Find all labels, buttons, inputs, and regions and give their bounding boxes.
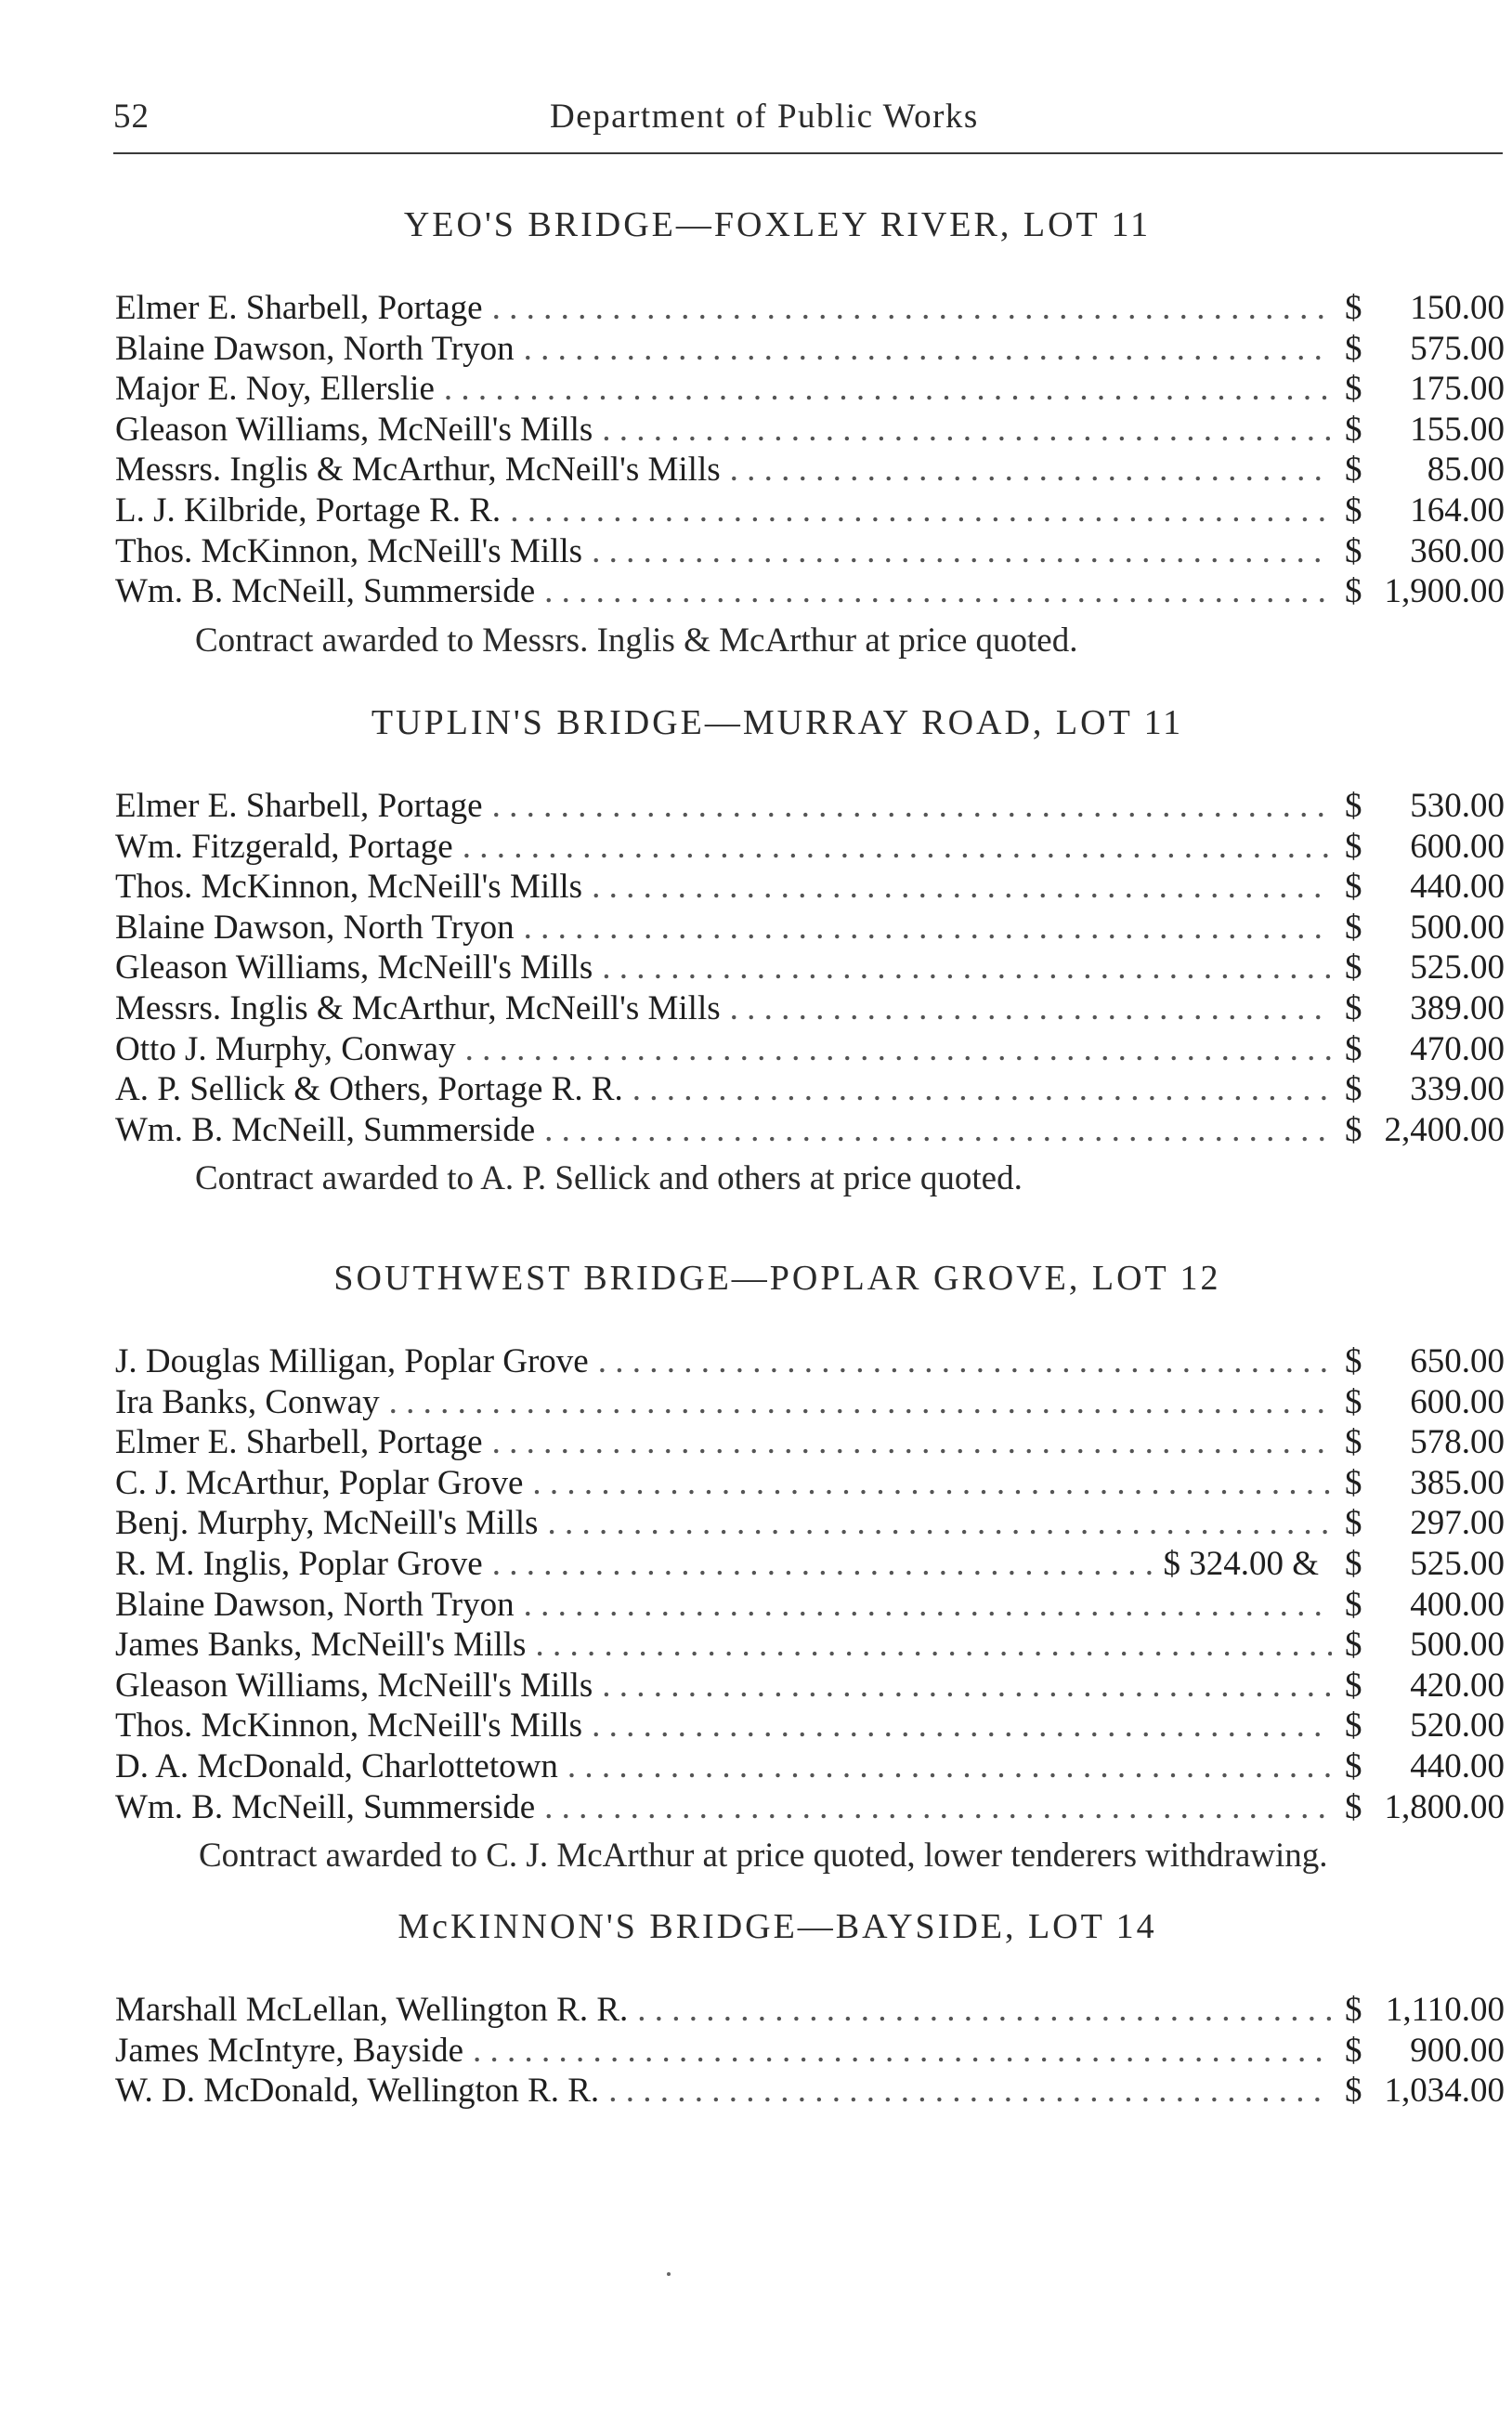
currency-sign: $ [1345, 1070, 1362, 1109]
amount-value: 360.00 [1410, 531, 1505, 570]
bridge-section [115, 695, 1505, 1200]
tender-row [115, 571, 1505, 612]
dot-leader [602, 410, 1332, 450]
tender-row [115, 1666, 1505, 1706]
currency-sign: $ [1345, 2031, 1362, 2070]
tender-amount [1332, 948, 1505, 987]
tender-row [115, 1625, 1505, 1666]
tenderer-name: Messrs. Inglis & McArthur, McNeill's Mills [115, 988, 721, 1027]
tender-amount [1332, 908, 1505, 948]
tender-amount [1332, 1503, 1505, 1543]
dot-leader [524, 1585, 1332, 1625]
currency-sign: $ [1345, 988, 1362, 1027]
amount-value: 575.00 [1410, 329, 1505, 368]
tender-amount [1332, 2071, 1505, 2111]
dot-leader [444, 369, 1332, 409]
amount-value: 1,110.00 [1385, 1991, 1505, 2029]
tender-amount [1332, 1463, 1505, 1503]
tender-row [115, 450, 1505, 490]
dot-leader [730, 450, 1332, 490]
contract-note: Contract awarded to Messrs. Inglis & McArthur at price quoted. [195, 621, 1078, 660]
dot-leader [535, 1625, 1332, 1665]
tender-amount [1332, 531, 1505, 571]
tender-row [115, 827, 1505, 868]
amount-value: 297.00 [1410, 1504, 1505, 1543]
currency-sign: $ [1345, 572, 1362, 611]
alternate-price: $ 324.00 & [1163, 1544, 1319, 1583]
tender-amount [1332, 1110, 1505, 1150]
dot-leader [463, 827, 1332, 867]
page-number: 52 [113, 98, 150, 136]
amount-value: 339.00 [1410, 1070, 1505, 1109]
dot-leader [567, 1746, 1332, 1786]
tender-amount [1332, 1990, 1505, 2030]
tenderer-name: Thos. McKinnon, McNeill's Mills [115, 531, 583, 570]
tender-row [115, 288, 1505, 329]
tender-row [115, 410, 1505, 451]
amount-value: 1,034.00 [1384, 2072, 1505, 2111]
tenderer-name: L. J. Kilbride, Portage R. R. [115, 490, 502, 530]
tender-amount [1332, 571, 1505, 611]
currency-sign: $ [1345, 1706, 1362, 1746]
tender-amount [1332, 369, 1505, 409]
tender-row [115, 786, 1505, 827]
tender-list [115, 1990, 1505, 2112]
dot-leader [465, 1029, 1332, 1069]
tender-row [115, 908, 1505, 948]
currency-sign: $ [1345, 1504, 1362, 1543]
amount-value: 385.00 [1410, 1463, 1505, 1502]
bridge-section [115, 197, 1505, 662]
amount-value: 85.00 [1427, 451, 1505, 490]
dot-leader [510, 490, 1332, 530]
currency-sign: $ [1345, 1342, 1362, 1380]
tender-row [115, 1463, 1505, 1504]
tenderer-name: Wm. B. McNeill, Summerside [115, 1787, 536, 1826]
dot-leader [532, 1463, 1332, 1503]
amount-value: 525.00 [1410, 1544, 1505, 1583]
tender-amount [1332, 450, 1505, 490]
dot-leader [608, 2071, 1332, 2111]
tender-amount [1332, 1382, 1505, 1422]
bridge-section [115, 1899, 1505, 2112]
dot-leader [492, 288, 1332, 328]
tenderer-name: Elmer E. Sharbell, Portage [115, 787, 483, 825]
tender-row [115, 1544, 1505, 1585]
tender-list [115, 786, 1505, 1150]
tender-row [115, 1029, 1505, 1070]
amount-value: 2,400.00 [1384, 1110, 1505, 1149]
amount-value: 470.00 [1410, 1029, 1505, 1068]
amount-value: 150.00 [1410, 289, 1505, 327]
tender-row [115, 369, 1505, 410]
tenderer-name: Wm. B. McNeill, Summerside [115, 1110, 536, 1149]
amount-value: 650.00 [1410, 1342, 1505, 1380]
currency-sign: $ [1345, 868, 1362, 907]
tender-amount [1332, 1341, 1505, 1381]
amount-value: 155.00 [1410, 410, 1505, 449]
tenderer-name: Thos. McKinnon, McNeill's Mills [115, 1706, 583, 1746]
tenderer-name: W. D. McDonald, Wellington R. R. [115, 2072, 600, 2111]
tenderer-name: Thos. McKinnon, McNeill's Mills [115, 868, 583, 907]
running-title: Department of Public Works [550, 98, 979, 136]
tender-list [115, 1341, 1505, 1827]
tenderer-name: A. P. Sellick & Others, Portage R. R. [115, 1070, 623, 1109]
currency-sign: $ [1345, 908, 1362, 947]
tender-amount [1332, 329, 1505, 369]
currency-sign: $ [1345, 1463, 1362, 1502]
tender-list [115, 288, 1505, 612]
tenderer-name: Wm. B. McNeill, Summerside [115, 572, 536, 611]
currency-sign: $ [1345, 787, 1362, 825]
amount-value: 175.00 [1410, 370, 1505, 409]
amount-value: 500.00 [1410, 908, 1505, 947]
tenderer-name: Marshall McLellan, Wellington R. R. [115, 1991, 629, 2029]
dot-leader [637, 1990, 1332, 2030]
amount-value: 164.00 [1410, 490, 1505, 530]
amount-value: 1,800.00 [1384, 1787, 1505, 1826]
currency-sign: $ [1345, 329, 1362, 368]
currency-sign: $ [1345, 289, 1362, 327]
currency-sign: $ [1345, 1544, 1362, 1583]
dot-leader [389, 1382, 1332, 1422]
amount-value: 440.00 [1410, 1746, 1505, 1785]
currency-sign: $ [1345, 1110, 1362, 1149]
tender-amount [1332, 867, 1505, 907]
tender-amount [1332, 1666, 1505, 1706]
currency-sign: $ [1345, 1991, 1362, 2029]
tender-amount [1332, 786, 1505, 826]
tender-amount [1332, 2031, 1505, 2071]
tender-row [115, 1382, 1505, 1423]
tenderer-name: Blaine Dawson, North Tryon [115, 329, 515, 368]
dot-leader [492, 1422, 1332, 1462]
currency-sign: $ [1345, 2072, 1362, 2111]
currency-sign: $ [1345, 531, 1362, 570]
tender-amount [1332, 1069, 1505, 1109]
tender-row [115, 1706, 1505, 1746]
currency-sign: $ [1345, 1666, 1362, 1705]
currency-sign: $ [1345, 370, 1362, 409]
tenderer-name: Messrs. Inglis & McArthur, McNeill's Mills [115, 451, 721, 490]
tender-row [115, 1746, 1505, 1787]
dot-leader [592, 531, 1332, 571]
amount-value: 578.00 [1410, 1423, 1505, 1462]
tender-row [115, 988, 1505, 1029]
currency-sign: $ [1345, 1585, 1362, 1624]
tenderer-name: James Banks, McNeill's Mills [115, 1626, 527, 1665]
tender-row [115, 1787, 1505, 1828]
tender-row [115, 1422, 1505, 1463]
tender-amount [1332, 410, 1505, 450]
dot-leader [602, 948, 1332, 987]
tender-amount [1332, 1787, 1505, 1827]
amount-value: 420.00 [1410, 1666, 1505, 1705]
amount-value: 1,900.00 [1384, 572, 1505, 611]
tender-row [115, 2071, 1505, 2112]
tenderer-name: Blaine Dawson, North Tryon [115, 908, 515, 947]
header-rule [113, 152, 1503, 154]
tender-amount [1332, 1422, 1505, 1462]
dot-leader [592, 867, 1332, 907]
dot-leader [524, 329, 1332, 369]
section-title: TUPLIN'S BRIDGE—MURRAY ROAD, LOT 11 [371, 703, 1184, 742]
tender-amount [1332, 1029, 1505, 1069]
dot-leader [473, 2031, 1332, 2071]
tender-row [115, 1110, 1505, 1151]
tender-amount [1332, 1746, 1505, 1786]
amount-value: 600.00 [1410, 1382, 1505, 1421]
tenderer-name: James McIntyre, Bayside [115, 2031, 464, 2070]
tender-row [115, 531, 1505, 572]
tenderer-name: Elmer E. Sharbell, Portage [115, 289, 483, 327]
dot-leader [544, 1110, 1332, 1150]
tender-row [115, 1585, 1505, 1626]
tenderer-name: Ira Banks, Conway [115, 1382, 380, 1421]
tenderer-name: Wm. Fitzgerald, Portage [115, 827, 453, 866]
tender-amount [1332, 1544, 1505, 1584]
dot-leader [592, 1706, 1332, 1746]
currency-sign: $ [1345, 1626, 1362, 1665]
currency-sign: $ [1345, 1029, 1362, 1068]
tender-row [115, 2031, 1505, 2072]
dot-leader [602, 1666, 1332, 1706]
currency-sign: $ [1345, 410, 1362, 449]
currency-sign: $ [1345, 1746, 1362, 1785]
tenderer-name: C. J. McArthur, Poplar Grove [115, 1463, 524, 1502]
currency-sign: $ [1345, 1382, 1362, 1421]
tenderer-name: Elmer E. Sharbell, Portage [115, 1423, 483, 1462]
tender-row [115, 1503, 1505, 1544]
amount-value: 500.00 [1410, 1626, 1505, 1665]
contract-note: Contract awarded to A. P. Sellick and others at price quoted. [195, 1159, 1023, 1198]
amount-value: 600.00 [1410, 827, 1505, 866]
tender-row [115, 1069, 1505, 1110]
tender-row [115, 867, 1505, 908]
section-title: YEO'S BRIDGE—FOXLEY RIVER, LOT 11 [403, 205, 1152, 244]
running-head [113, 91, 1512, 147]
tender-row [115, 490, 1505, 531]
dot-leader [544, 1787, 1332, 1827]
tenderer-name: J. Douglas Milligan, Poplar Grove [115, 1342, 589, 1380]
tender-row [115, 1341, 1505, 1382]
tenderer-name: Gleason Williams, McNeill's Mills [115, 410, 593, 449]
section-title: SOUTHWEST BRIDGE—POPLAR GROVE, LOT 12 [333, 1259, 1221, 1298]
tenderer-name: Gleason Williams, McNeill's Mills [115, 948, 593, 987]
tenderer-name: D. A. McDonald, Charlottetown [115, 1746, 558, 1785]
page-speck [667, 2272, 671, 2276]
tender-amount [1332, 490, 1505, 530]
contract-note: Contract awarded to C. J. McArthur at price quoted, lower tenderers withdrawing. [199, 1837, 1328, 1876]
tenderer-name: R. M. Inglis, Poplar Grove [115, 1544, 483, 1583]
dot-leader [492, 1544, 1154, 1584]
tender-row [115, 1990, 1505, 2031]
tenderer-name: Otto J. Murphy, Conway [115, 1029, 456, 1068]
dot-leader [730, 988, 1332, 1028]
dot-leader [632, 1069, 1332, 1109]
currency-sign: $ [1345, 451, 1362, 490]
currency-sign: $ [1345, 490, 1362, 530]
dot-leader [598, 1341, 1332, 1381]
amount-value: 389.00 [1410, 988, 1505, 1027]
amount-value: 400.00 [1410, 1585, 1505, 1624]
tender-amount [1332, 1625, 1505, 1665]
dot-leader [547, 1503, 1332, 1543]
tender-amount [1332, 827, 1505, 867]
tenderer-name: Blaine Dawson, North Tryon [115, 1585, 515, 1624]
amount-value: 520.00 [1410, 1706, 1505, 1746]
amount-value: 900.00 [1410, 2031, 1505, 2070]
tenderer-name: Major E. Noy, Ellerslie [115, 370, 435, 409]
tenderer-name: Benj. Murphy, McNeill's Mills [115, 1504, 539, 1543]
tender-amount [1332, 1585, 1505, 1625]
currency-sign: $ [1345, 827, 1362, 866]
currency-sign: $ [1345, 948, 1362, 987]
currency-sign: $ [1345, 1787, 1362, 1826]
section-title: McKINNON'S BRIDGE—BAYSIDE, LOT 14 [398, 1907, 1157, 1946]
tender-row [115, 948, 1505, 988]
bridge-section [115, 1250, 1505, 1877]
amount-value: 440.00 [1410, 868, 1505, 907]
amount-value: 530.00 [1410, 787, 1505, 825]
dot-leader [524, 908, 1332, 948]
tender-row [115, 329, 1505, 370]
tender-amount [1332, 288, 1505, 328]
tenderer-name: Gleason Williams, McNeill's Mills [115, 1666, 593, 1705]
tender-amount [1332, 988, 1505, 1028]
dot-leader [544, 571, 1332, 611]
amount-value: 525.00 [1410, 948, 1505, 987]
currency-sign: $ [1345, 1423, 1362, 1462]
tender-amount [1332, 1706, 1505, 1746]
dot-leader [492, 786, 1332, 826]
